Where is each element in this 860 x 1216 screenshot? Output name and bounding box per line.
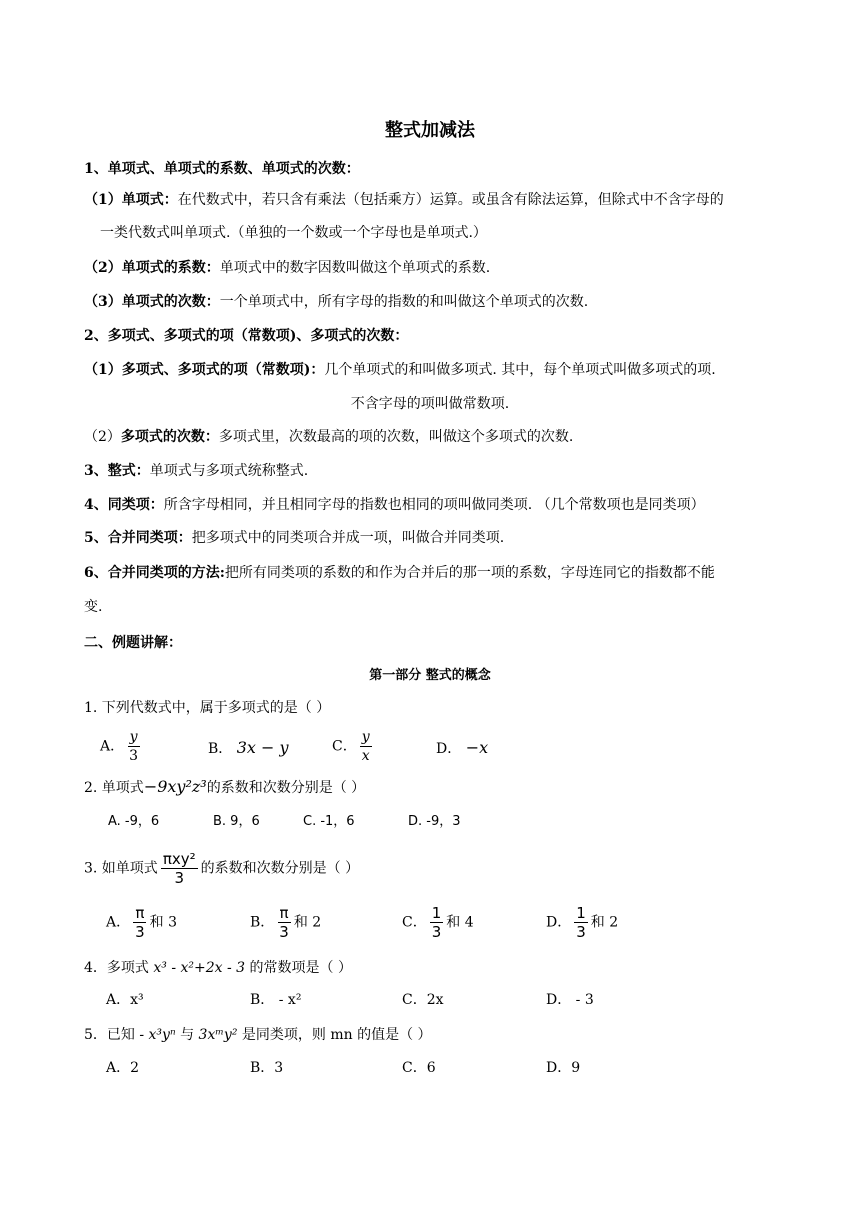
fraction <box>360 728 372 765</box>
option-letter: D． <box>436 741 462 757</box>
term-prefix: （2） <box>84 429 121 445</box>
section-4 <box>84 495 705 515</box>
question-5-option-a: A．2 <box>106 1060 140 1076</box>
section-2-para-1 <box>84 360 716 380</box>
fraction <box>430 904 444 941</box>
stem-suffix: 的系数和次数分别是（ ） <box>206 780 366 796</box>
denominator: 3 <box>431 923 442 941</box>
stem-prefix: 2. 单项式 <box>84 780 144 796</box>
term-text: 单项式中的数字因数叫做这个单项式的系数. <box>219 260 491 276</box>
option-letter: A． <box>106 914 131 931</box>
term-label: 多项式的次数： <box>120 429 219 445</box>
term-label: （1）多项式、多项式的项（常数项)： <box>84 362 325 378</box>
numerator: π <box>135 904 145 922</box>
section-1-heading: 1、单项式、单项式的系数、单项式的次数： <box>84 161 360 177</box>
math-expression: - x³yⁿ <box>139 1027 176 1043</box>
page-title: 整式加减法 <box>385 120 475 141</box>
fraction <box>127 728 140 765</box>
numerator: πxy² <box>162 850 196 868</box>
option-letter: D． <box>546 914 572 931</box>
denominator: x <box>361 748 370 764</box>
term-label: 5、合并同类项： <box>84 530 192 546</box>
option-letter: A． <box>100 738 125 755</box>
fraction <box>133 904 147 941</box>
question-2-option-a: A. -9，6 <box>108 814 160 829</box>
section-2-para-1-cont: 不含字母的项叫做常数项. <box>350 396 510 412</box>
option-letter: B． <box>208 741 233 757</box>
denominator: 3 <box>135 923 145 941</box>
question-3-option-a <box>106 904 177 941</box>
term-label: 4、同类项： <box>84 497 164 513</box>
numerator: 1 <box>576 904 586 922</box>
term-text: 所含字母相同，并且相同字母的指数也相同的项叫做同类项. （几个常数项也是同类项） <box>163 497 705 513</box>
stem-suffix: 的常数项是（ ） <box>245 960 352 976</box>
option-suffix: 和 4 <box>446 914 474 931</box>
examples-heading: 二、例题讲解： <box>84 635 182 651</box>
question-2-stem <box>84 777 365 798</box>
stem-suffix: 是同类项，则 mn 的值是（ ） <box>237 1027 432 1043</box>
question-3-stem <box>84 850 359 887</box>
term-text: 多项式里，次数最高的项的次数，叫做这个多项式的次数. <box>218 429 574 445</box>
question-2-option-c: C. -1，6 <box>303 814 355 829</box>
section-2-para-2 <box>84 427 573 447</box>
term-text: 单项式与多项式统称整式. <box>149 463 309 479</box>
question-2-option-b: B. 9，6 <box>213 814 260 829</box>
stem-prefix: 5．已知 <box>84 1027 140 1043</box>
stem-prefix: 4．多项式 <box>84 960 154 976</box>
question-1-option-a <box>100 728 143 765</box>
option-suffix: 和 3 <box>149 914 178 931</box>
question-3-option-b <box>250 904 321 941</box>
option-letter: C． <box>402 914 427 931</box>
question-4-option-d: D． - 3 <box>546 992 594 1008</box>
question-4-option-c: C．2x <box>402 992 444 1008</box>
option-letter: B． <box>250 914 275 931</box>
term-text: 几个单项式的和叫做多项式. 其中，每个单项式叫做多项式的项. <box>324 362 716 378</box>
stem-middle: 与 <box>175 1027 199 1043</box>
question-1-option-d <box>436 738 488 759</box>
term-text: 把多项式中的同类项合并成一项，叫做合并同类项. <box>191 530 505 546</box>
section-1-para-3 <box>84 292 588 312</box>
fraction <box>574 904 588 941</box>
numerator: y <box>129 729 138 745</box>
question-4-stem <box>84 958 352 978</box>
option-letter: C． <box>332 738 357 755</box>
math-expression: 3xᵐy² <box>198 1027 238 1043</box>
question-5-option-b: B．3 <box>250 1060 284 1076</box>
part-1-heading: 第一部分 整式的概念 <box>369 668 491 683</box>
section-1-para-1 <box>84 190 724 210</box>
option-suffix: 和 2 <box>293 914 322 931</box>
section-1-para-1-cont: 一类代数式叫单项式.（单独的一个数或一个字母也是单项式.） <box>100 225 487 241</box>
term-label: （2）单项式的系数： <box>84 260 220 276</box>
section-2-heading: 2、多项式、多项式的项（常数项)、多项式的次数： <box>84 328 409 344</box>
question-4-option-b: B． - x² <box>250 992 302 1008</box>
numerator: y <box>361 729 370 745</box>
option-suffix: 和 2 <box>590 914 619 931</box>
math-expression: −9xy²z³ <box>143 777 207 796</box>
term-text: 在代数式中，若只含有乘法（包括乘方）运算。或虽含有除法运算，但除式中不含字母的 <box>177 192 724 208</box>
question-5-stem <box>84 1025 432 1045</box>
question-4-option-a: A．x³ <box>106 992 144 1008</box>
stem-suffix: 的系数和次数分别是（ ） <box>200 860 360 877</box>
term-text: 把所有同类项的系数的和作为合并后的那一项的系数，字母连同它的指数都不能 <box>224 565 715 581</box>
section-6-cont: 变. <box>84 599 103 615</box>
term-label: （1）单项式： <box>84 192 178 208</box>
math-expression: −x <box>465 738 489 757</box>
numerator: π <box>279 904 289 922</box>
denominator: 3 <box>174 869 184 887</box>
section-1-para-2 <box>84 258 490 278</box>
fraction <box>277 904 291 941</box>
question-1-option-c <box>332 728 375 765</box>
denominator: 3 <box>129 748 139 764</box>
math-expression: x³ - x²+2x - 3 <box>153 960 246 976</box>
numerator: 1 <box>431 904 442 922</box>
question-3-option-d <box>546 904 618 941</box>
question-5-option-d: D．9 <box>546 1060 581 1076</box>
section-6 <box>84 563 715 583</box>
question-1-option-b <box>208 738 289 759</box>
stem-prefix: 3. 如单项式 <box>84 860 158 877</box>
math-expression: 3x − y <box>236 738 289 757</box>
term-label: （3）单项式的次数： <box>84 294 220 310</box>
denominator: 3 <box>576 923 586 941</box>
section-5 <box>84 528 504 548</box>
term-label: 6、合并同类项的方法: <box>84 565 225 581</box>
question-3-option-c <box>402 904 474 941</box>
question-1-stem: 1. 下列代数式中，属于多项式的是（ ） <box>84 700 331 716</box>
fraction <box>161 850 198 887</box>
question-2-option-d: D. -9，3 <box>408 814 461 829</box>
term-text: 一个单项式中，所有字母的指数的和叫做这个单项式的次数. <box>219 294 589 310</box>
term-label: 3、整式： <box>84 463 150 479</box>
question-5-option-c: C．6 <box>402 1060 436 1076</box>
denominator: 3 <box>279 923 289 941</box>
section-3 <box>84 461 308 481</box>
